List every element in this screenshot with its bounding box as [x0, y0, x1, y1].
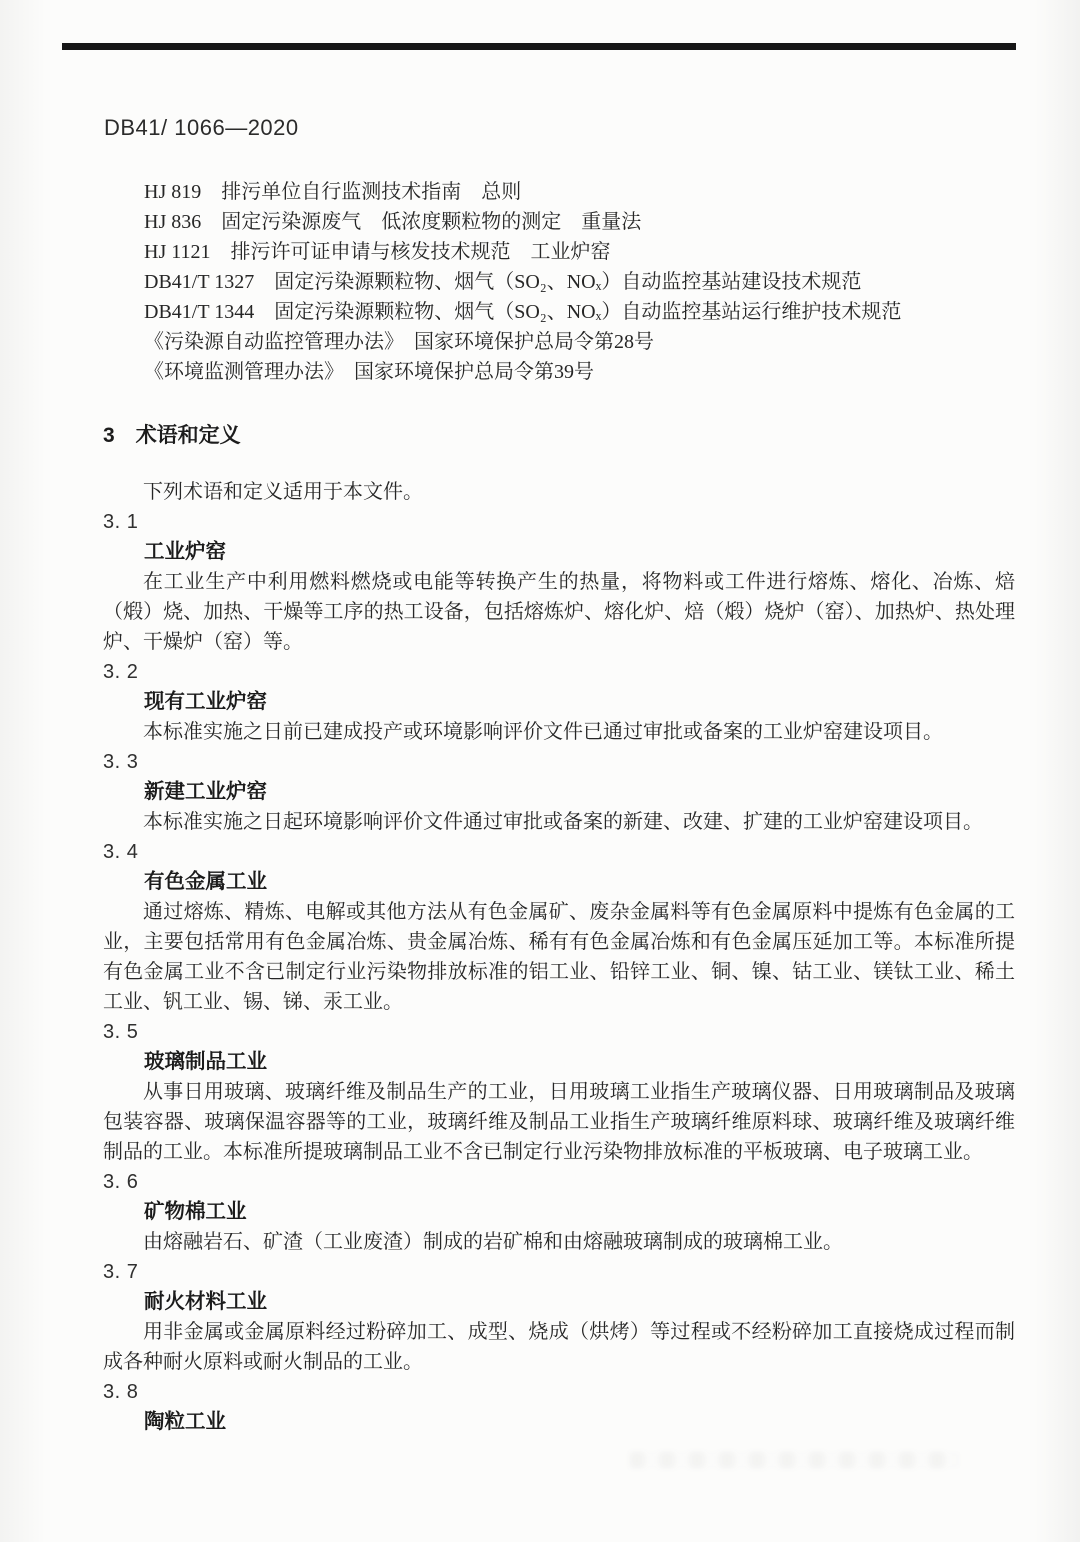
section-heading — [103, 421, 1015, 451]
reference-item: HJ 836 固定污染源废气 低浓度颗粒物的测定 重量法 — [144, 211, 642, 233]
document-number: DB41/ 1066—2020 — [104, 115, 299, 140]
section-title: 术语和定义 — [135, 424, 241, 447]
reference-item: DB41/T 1327 固定污染源颗粒物、烟气（SO₂、NOₓ）自动监控基站建设技术规范 — [144, 271, 862, 293]
reference-item: HJ 819 排污单位自行监测技术指南 总则 — [144, 181, 522, 203]
reference-item: HJ 1121 排污许可证申请与核发技术规范 工业炉窑 — [144, 241, 611, 263]
terms-list — [103, 507, 1015, 1437]
scan-artifact-smudge — [630, 1452, 960, 1468]
scan-edge-shadow-right — [1034, 0, 1080, 1542]
term-name: 陶粒工业 — [144, 1410, 226, 1433]
term-block — [103, 657, 1015, 747]
reference-item: 《环境监测管理办法》 国家环境保护总局令第39号 — [144, 361, 594, 383]
term-definition: 由熔融岩石、矿渣（工业废渣）制成的岩矿棉和由熔融玻璃制成的玻璃棉工业。 — [143, 1231, 843, 1253]
term-number: 3. 6 — [103, 1171, 139, 1193]
term-block — [103, 1167, 1015, 1257]
term-block — [103, 1017, 1015, 1167]
term-number: 3. 4 — [103, 841, 139, 863]
term-name: 矿物棉工业 — [144, 1200, 247, 1223]
reference-item: 《污染源自动监控管理办法》 国家环境保护总局令第28号 — [144, 331, 654, 353]
header-rule — [62, 43, 1016, 50]
reference-item: DB41/T 1344 固定污染源颗粒物、烟气（SO₂、NOₓ）自动监控基站运行维护技术规范 — [144, 301, 902, 323]
term-definition: 用非金属或金属原料经过粉碎加工、成型、烧成（烘烤）等过程或不经粉碎加工直接烧成过程而制成各种耐火原料或耐火制品的工业。 — [103, 1321, 1015, 1373]
term-block — [103, 837, 1015, 1017]
term-block — [103, 1377, 1015, 1437]
term-name: 现有工业炉窑 — [144, 690, 267, 713]
term-block — [103, 507, 1015, 657]
term-block — [103, 747, 1015, 837]
term-number: 3. 7 — [103, 1261, 139, 1283]
term-number: 3. 1 — [103, 511, 139, 533]
term-block — [103, 1257, 1015, 1377]
page-body — [103, 177, 1015, 1437]
term-definition: 通过熔炼、精炼、电解或其他方法从有色金属矿、废杂金属料等有色金属原料中提炼有色金属的工业，主要包括常用有色金属冶炼、贵金属冶炼、稀有有色金属冶炼和有色金属压延加工等。本标准所提有色金属工业不含已制定行业污染物排放标准的铝工业、铅锌工业、铜、镍、钴工业、镁钛工业、稀土工业、钒工业、锡、锑、汞工业。 — [103, 901, 1015, 1013]
term-number: 3. 8 — [103, 1381, 139, 1403]
term-definition: 从事日用玻璃、玻璃纤维及制品生产的工业，日用玻璃工业指生产玻璃仪器、日用玻璃制品及玻璃包装容器、玻璃保温容器等的工业，玻璃纤维及制品工业指生产玻璃纤维原料球、玻璃纤维及玻璃纤维制品的工业。本标准所提玻璃制品工业不含已制定行业污染物排放标准的平板玻璃、电子玻璃工业。 — [103, 1081, 1015, 1163]
scan-edge-shadow-left — [0, 0, 46, 1542]
section-intro: 下列术语和定义适用于本文件。 — [143, 481, 423, 503]
term-definition: 本标准实施之日前已建成投产或环境影响评价文件已通过审批或备案的工业炉窑建设项目。 — [143, 721, 943, 743]
term-name: 有色金属工业 — [144, 870, 267, 893]
term-name: 玻璃制品工业 — [144, 1050, 267, 1073]
term-definition: 在工业生产中利用燃料燃烧或电能等转换产生的热量，将物料或工件进行熔炼、熔化、冶炼、焙（煅）烧、加热、干燥等工序的热工设备，包括熔炼炉、熔化炉、焙（煅）烧炉（窑）、加热炉、热处理炉、干燥炉（窑）等。 — [103, 571, 1015, 653]
term-definition: 本标准实施之日起环境影响评价文件通过审批或备案的新建、改建、扩建的工业炉窑建设项目。 — [143, 811, 983, 833]
section-number: 3 — [103, 424, 115, 447]
term-number: 3. 3 — [103, 751, 139, 773]
term-name: 新建工业炉窑 — [144, 780, 267, 803]
term-number: 3. 5 — [103, 1021, 139, 1043]
term-name: 耐火材料工业 — [144, 1290, 267, 1313]
references-list — [144, 177, 1015, 387]
term-name: 工业炉窑 — [144, 540, 226, 563]
term-number: 3. 2 — [103, 661, 139, 683]
